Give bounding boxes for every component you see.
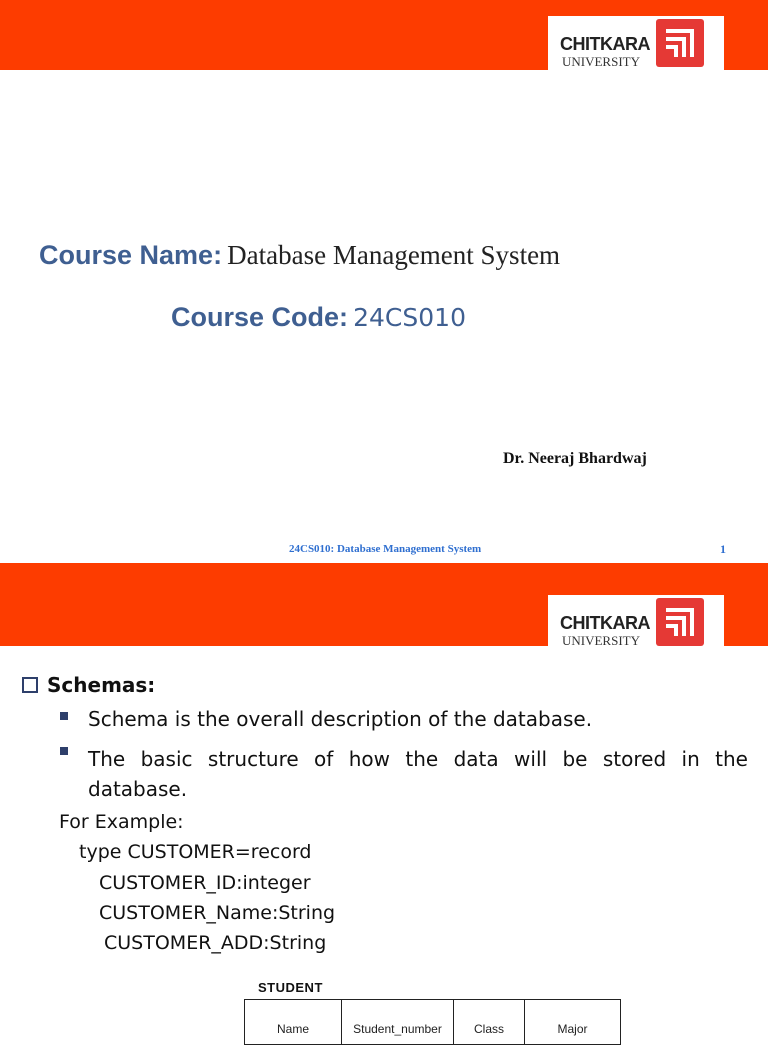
section-heading (22, 673, 155, 697)
example-label: For Example: (59, 811, 184, 833)
course-code (171, 302, 466, 333)
university-logo (548, 16, 724, 71)
code-line: type CUSTOMER=record (79, 841, 312, 863)
slide-footer: 24CS010: Database Management System (289, 543, 482, 555)
course-code-value: 24CS010 (353, 303, 466, 332)
logo-mark-icon (656, 598, 704, 646)
logo-mark-icon (656, 19, 704, 67)
logo-subtitle: UNIVERSITY (562, 54, 640, 69)
table-header-cell: Name (245, 1000, 342, 1045)
bullet-text: Schema is the overall description of the database. (88, 707, 593, 731)
table-header-cell: Major (525, 1000, 621, 1045)
course-name-value: Database Management System (227, 240, 561, 270)
course-name-label: Course Name: (39, 240, 223, 270)
course-name (39, 240, 560, 271)
slide-2 (0, 576, 768, 1037)
logo-title: CHITKARA (560, 34, 650, 54)
code-line: CUSTOMER_ID:integer (99, 872, 311, 894)
university-logo (548, 595, 724, 650)
author-name: Dr. Neeraj Bhardwaj (503, 450, 647, 467)
heading-text: Schemas: (47, 673, 156, 697)
table-title: STUDENT (258, 980, 323, 995)
table-header-cell: Class (454, 1000, 525, 1045)
checkbox-bullet-icon (22, 677, 38, 693)
page-number: 1 (720, 542, 726, 556)
course-code-label: Course Code: (171, 302, 349, 332)
bullet-text: The basic structure of how the data will be stored in the (88, 747, 748, 771)
slide-divider (0, 563, 768, 576)
logo-subtitle: UNIVERSITY (562, 633, 640, 648)
code-line: CUSTOMER_ADD:String (104, 932, 327, 954)
square-bullet-icon (60, 712, 70, 720)
table-header-row (245, 1000, 621, 1045)
table-header-cell: Student_number (342, 1000, 454, 1045)
code-line: CUSTOMER_Name:String (99, 902, 336, 924)
logo-title: CHITKARA (560, 613, 650, 633)
square-bullet-icon (60, 747, 70, 755)
student-table (244, 999, 621, 1045)
bullet-text-continued: database. (88, 777, 188, 801)
